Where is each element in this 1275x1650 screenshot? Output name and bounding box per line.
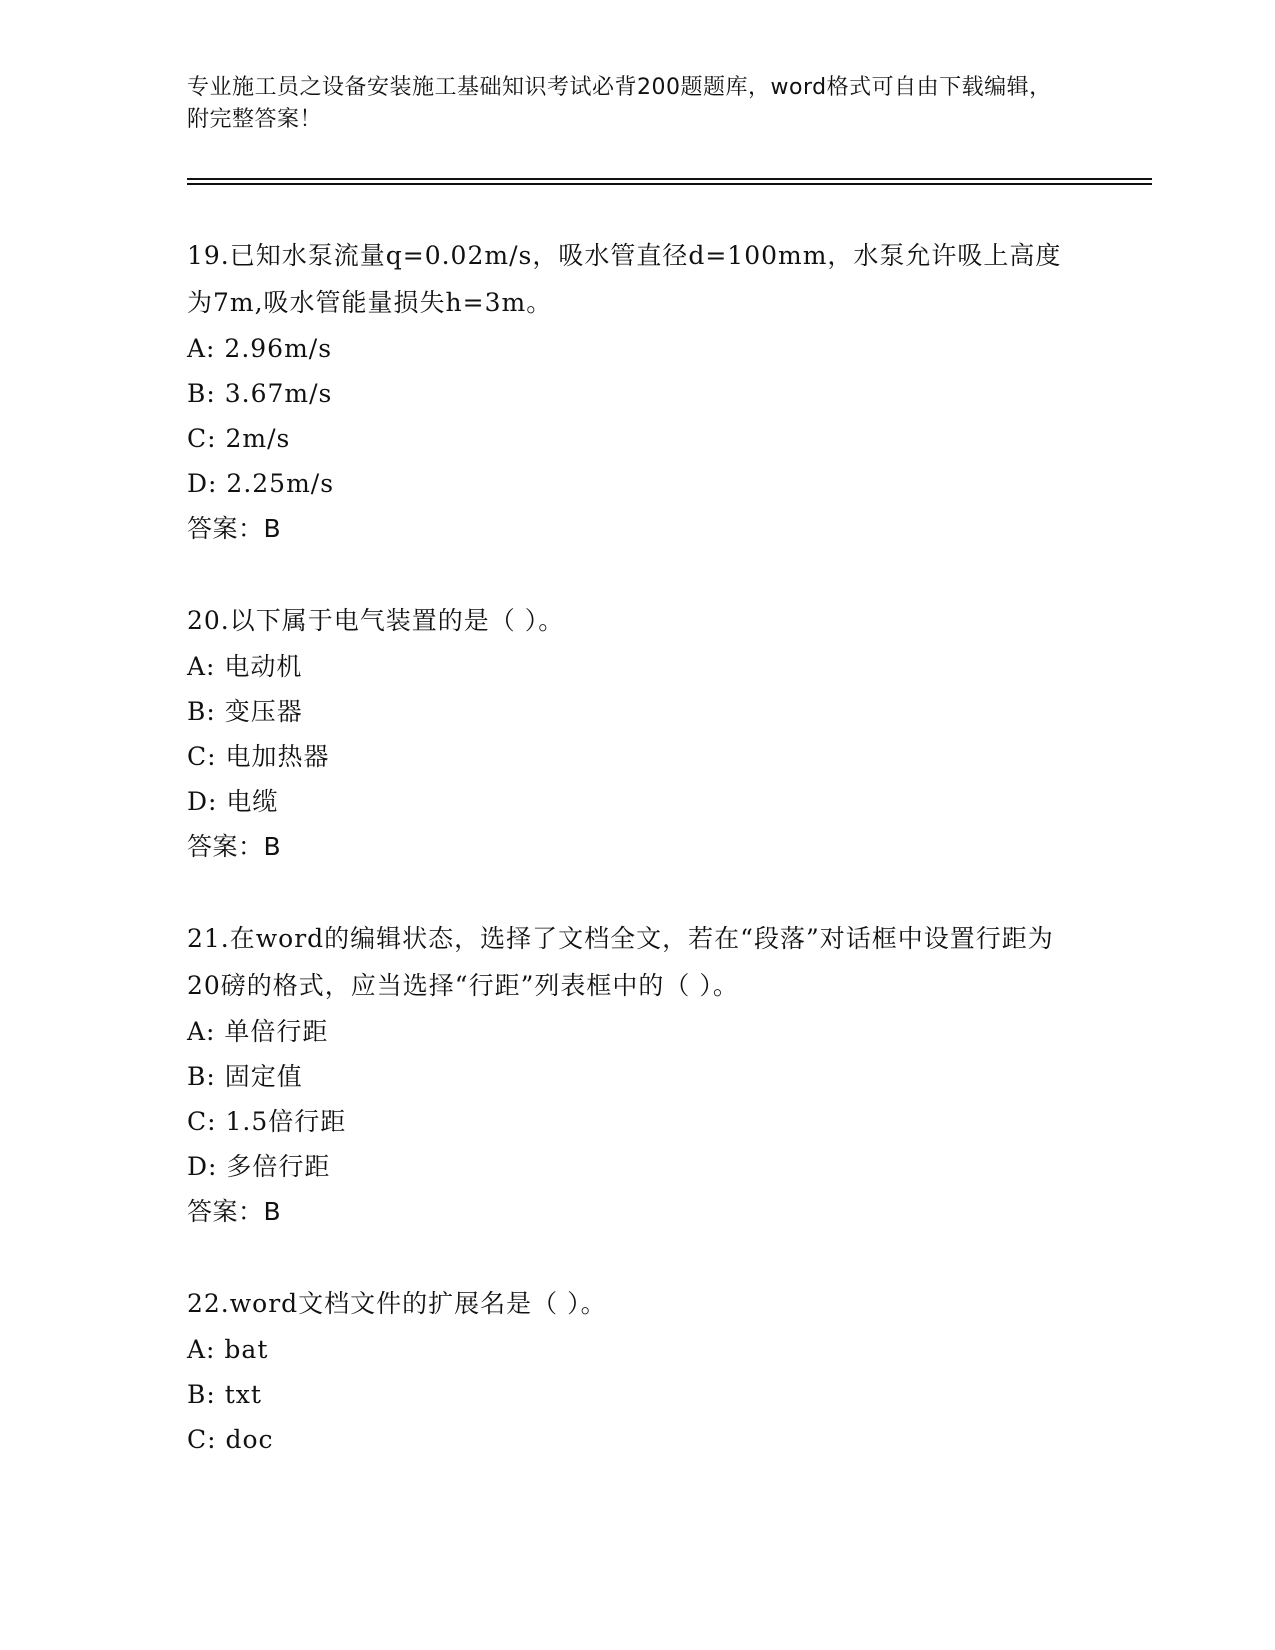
header-divider-top [187,178,1152,180]
option-a: A: bat [187,1335,269,1364]
option-c: C: 1.5倍行距 [187,1107,347,1136]
option-a: A: 单倍行距 [187,1017,329,1046]
option-d: D: 电缆 [187,787,279,816]
answer-line: 答案：B [187,1197,282,1226]
question-text: 22.word文档文件的扩展名是（ ）。 [187,1289,607,1318]
document-header [187,72,1067,136]
option-b: B: 3.67m/s [187,379,333,408]
option-a: A: 2.96m/s [187,334,333,363]
question-text: 19.已知水泵流量q=0.02m/s，吸水管直径d=100mm，水泵允许吸上高度为7m,吸水管能量损失h=3m。 [187,241,1062,317]
option-b: B: 变压器 [187,697,303,726]
option-c: C: 电加热器 [187,742,330,771]
option-d: D: 2.25m/s [187,469,335,498]
question-list [187,232,1067,1462]
question-21 [187,915,1067,1235]
question-22 [187,1280,1067,1462]
question-spacer [187,1235,1067,1280]
document-title: 专业施工员之设备安装施工基础知识考试必背200题题库，word格式可自由下载编辑，附完整答案！ [187,75,1052,132]
answer-line: 答案：B [187,514,282,543]
question-spacer [187,552,1067,597]
option-b: B: txt [187,1380,262,1409]
question-19 [187,232,1067,552]
option-b: B: 固定值 [187,1062,303,1091]
option-c: C: 2m/s [187,424,291,453]
question-text: 21.在word的编辑状态，选择了文档全文，若在“段落”对话框中设置行距为20磅的格式，应当选择“行距”列表框中的（ ）。 [187,924,1054,1000]
header-divider-bottom [187,183,1152,185]
question-text: 20.以下属于电气装置的是（ ）。 [187,606,565,635]
option-d: D: 多倍行距 [187,1152,331,1181]
question-spacer [187,870,1067,915]
option-c: C: doc [187,1425,274,1454]
question-20 [187,597,1067,870]
answer-line: 答案：B [187,832,282,861]
option-a: A: 电动机 [187,652,303,681]
